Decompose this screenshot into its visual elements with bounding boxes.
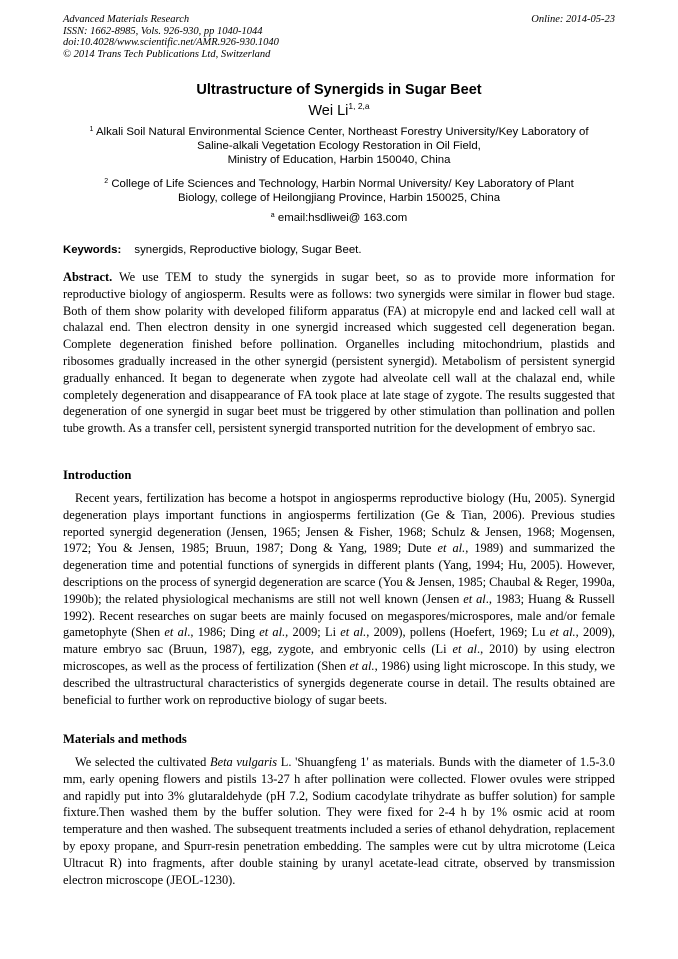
affiliation-marker: 1 [89, 126, 94, 133]
issn-line: ISSN: 1662-8985, Vols. 926-930, pp 1040-1044 [63, 25, 263, 37]
author-email [63, 209, 615, 225]
affiliation-line: Saline-alkali Vegetation Ecology Restoration in Oil Field, [197, 140, 481, 152]
affiliation-line: Biology, college of Heilongjiang Province, Harbin 150025, China [177, 192, 501, 204]
introduction-paragraph: Recent years, fertilization has become a hotspot in angiosperms reproductive biology (Hu, 2005). Synergid degeneration plays important functions in angiosperms fertilization (Ge & Tian, 2006). Previous studies reported synergid degeneration (Jensen, 1965; Jensen & Fisher, 1968; Schulz & Jensen, 1968; Mogensen, 1972; You & Jensen, 1985; Bruun, 1987; Dong & Yang, 1989; Dute et al., 1989) and summarized the degeneration time and potential functions of synergids in different plants (Yang, 1994; Hu, 2005). However, descriptions on the process of synergid degeneration are scarce (You & Jensen, 1985; Chaubal & Reger, 1990a, 1990b); the related physiological mechanisms are still not well known (Jensen et al., 1983; Huang & Russell 1992). Recent researches on sugar beets are mainly focused on megaspores/microspores, male and/or female gametophyte (Shen et al., 1986; Ding et al., 2009; Li et al., 2009), pollens (Hoefert, 1969; Lu et al., 2009), mature embryo sac (Bruun, 1987), egg, zygote, and embryonic cells (Li et al., 2010) by using electron microscopes, as well as the process of fertilization (Shen et al., 1986) using light microscope. In this study, we described the ultrastructural characteristics of synergids degenerate course in detail. The results obtained are beneficial to further work on reproductive biology of sugar beets. [63, 491, 616, 707]
abstract-text: We use TEM to study the synergids in sugar beet, so as to provide more information for reproductive biology of angiosperm. Results were as follows: two synergids were similar in flower bud stage. Both of them show polarity with developed filiform apparatus (FA) at micropyle end and lacked cell wall at chalazal end. Then electron density in one synergid increased which suggested cell degeneration began. Complete degeneration finished before pollination. Organelles including mitochondrium, plastids and ribosomes gradually increased in the other synergid (persistent synergid). Metabolism of persistent synergid gradually enhanced. It began to degenerate when zygote had alveolate cell wall at the chalazal end, while completely degeneration and disappearance of FA took place at late stage of zygote. The results suggested that degeneration of one synergid in sugar beet must be triggered by other stimulation than pollination and pollen tube growth. As a transfer cell, persistent synergid transported nutrition for the development of embryo sac. [63, 270, 615, 436]
author-line [0, 101, 678, 119]
affiliation-line: Ministry of Education, Harbin 150040, China [227, 154, 451, 166]
author-name: Wei Li [308, 103, 349, 119]
keywords-label: Keywords: [63, 244, 122, 256]
affiliation-line: $^2$ College of Life Sciences and Technology, Harbin Normal University/ Key Laboratory of Plant [104, 178, 574, 190]
author-superscript: 1, 2,a [348, 101, 370, 111]
keywords [63, 244, 615, 256]
online-date: Online: 2014-05-23 [531, 14, 615, 25]
journal-header [63, 14, 615, 60]
email-address: email:hsdliwei@ 163.com [277, 212, 408, 224]
email-marker: a [270, 212, 275, 219]
affiliation-marker: 2 [104, 178, 109, 185]
paper-title: Ultrastructure of Synergids in Sugar Beet [196, 82, 482, 98]
methods-heading: Materials and methods [63, 732, 187, 746]
affiliation-1 [63, 123, 615, 167]
affiliation-2 [63, 175, 615, 205]
abstract [63, 269, 615, 437]
introduction-heading: Introduction [63, 468, 132, 482]
keywords-text: synergids, Reproductive biology, Sugar Beet. [134, 244, 362, 256]
doi-line: doi:10.4028/www.scientific.net/AMR.926-930.1040 [63, 37, 279, 48]
journal-name: Advanced Materials Research [63, 14, 190, 25]
methods-paragraph: We selected the cultivated Beta vulgaris L. 'Shuangfeng 1' as materials. Bunds with the diameter of 1.5-3.0 mm, early opening flowers and pistils 13-27 h after pollination were collected. Flower ovules were stripped and rapidly put into 3% glutaraldehyde (pH 7.2, Sodium cacodylate trihydrate as buffer solution) for sample fixture.Then washed them by the buffer solution. They were fixed for 2-4 h by 1% osmic acid at room temperature and then washed. The subsequent treatments included a series of ethanol dehydration, replacement by epoxy propane, and Spurr-resin penetration embedding. The samples were cut by ultra microtome (Leica Ultracut R) into fragments, after double staining by uranyl acetate-lead citrate, observed by transmission electron microscope (JEOL-1230). [63, 755, 615, 887]
copyright-line: © 2014 Trans Tech Publications Ltd, Switzerland [63, 48, 271, 60]
affiliation-line: $^1$ Alkali Soil Natural Environmental Science Center, Northeast Forestry University/Key Laboratory of [89, 126, 589, 138]
abstract-label: Abstract. [63, 270, 113, 284]
